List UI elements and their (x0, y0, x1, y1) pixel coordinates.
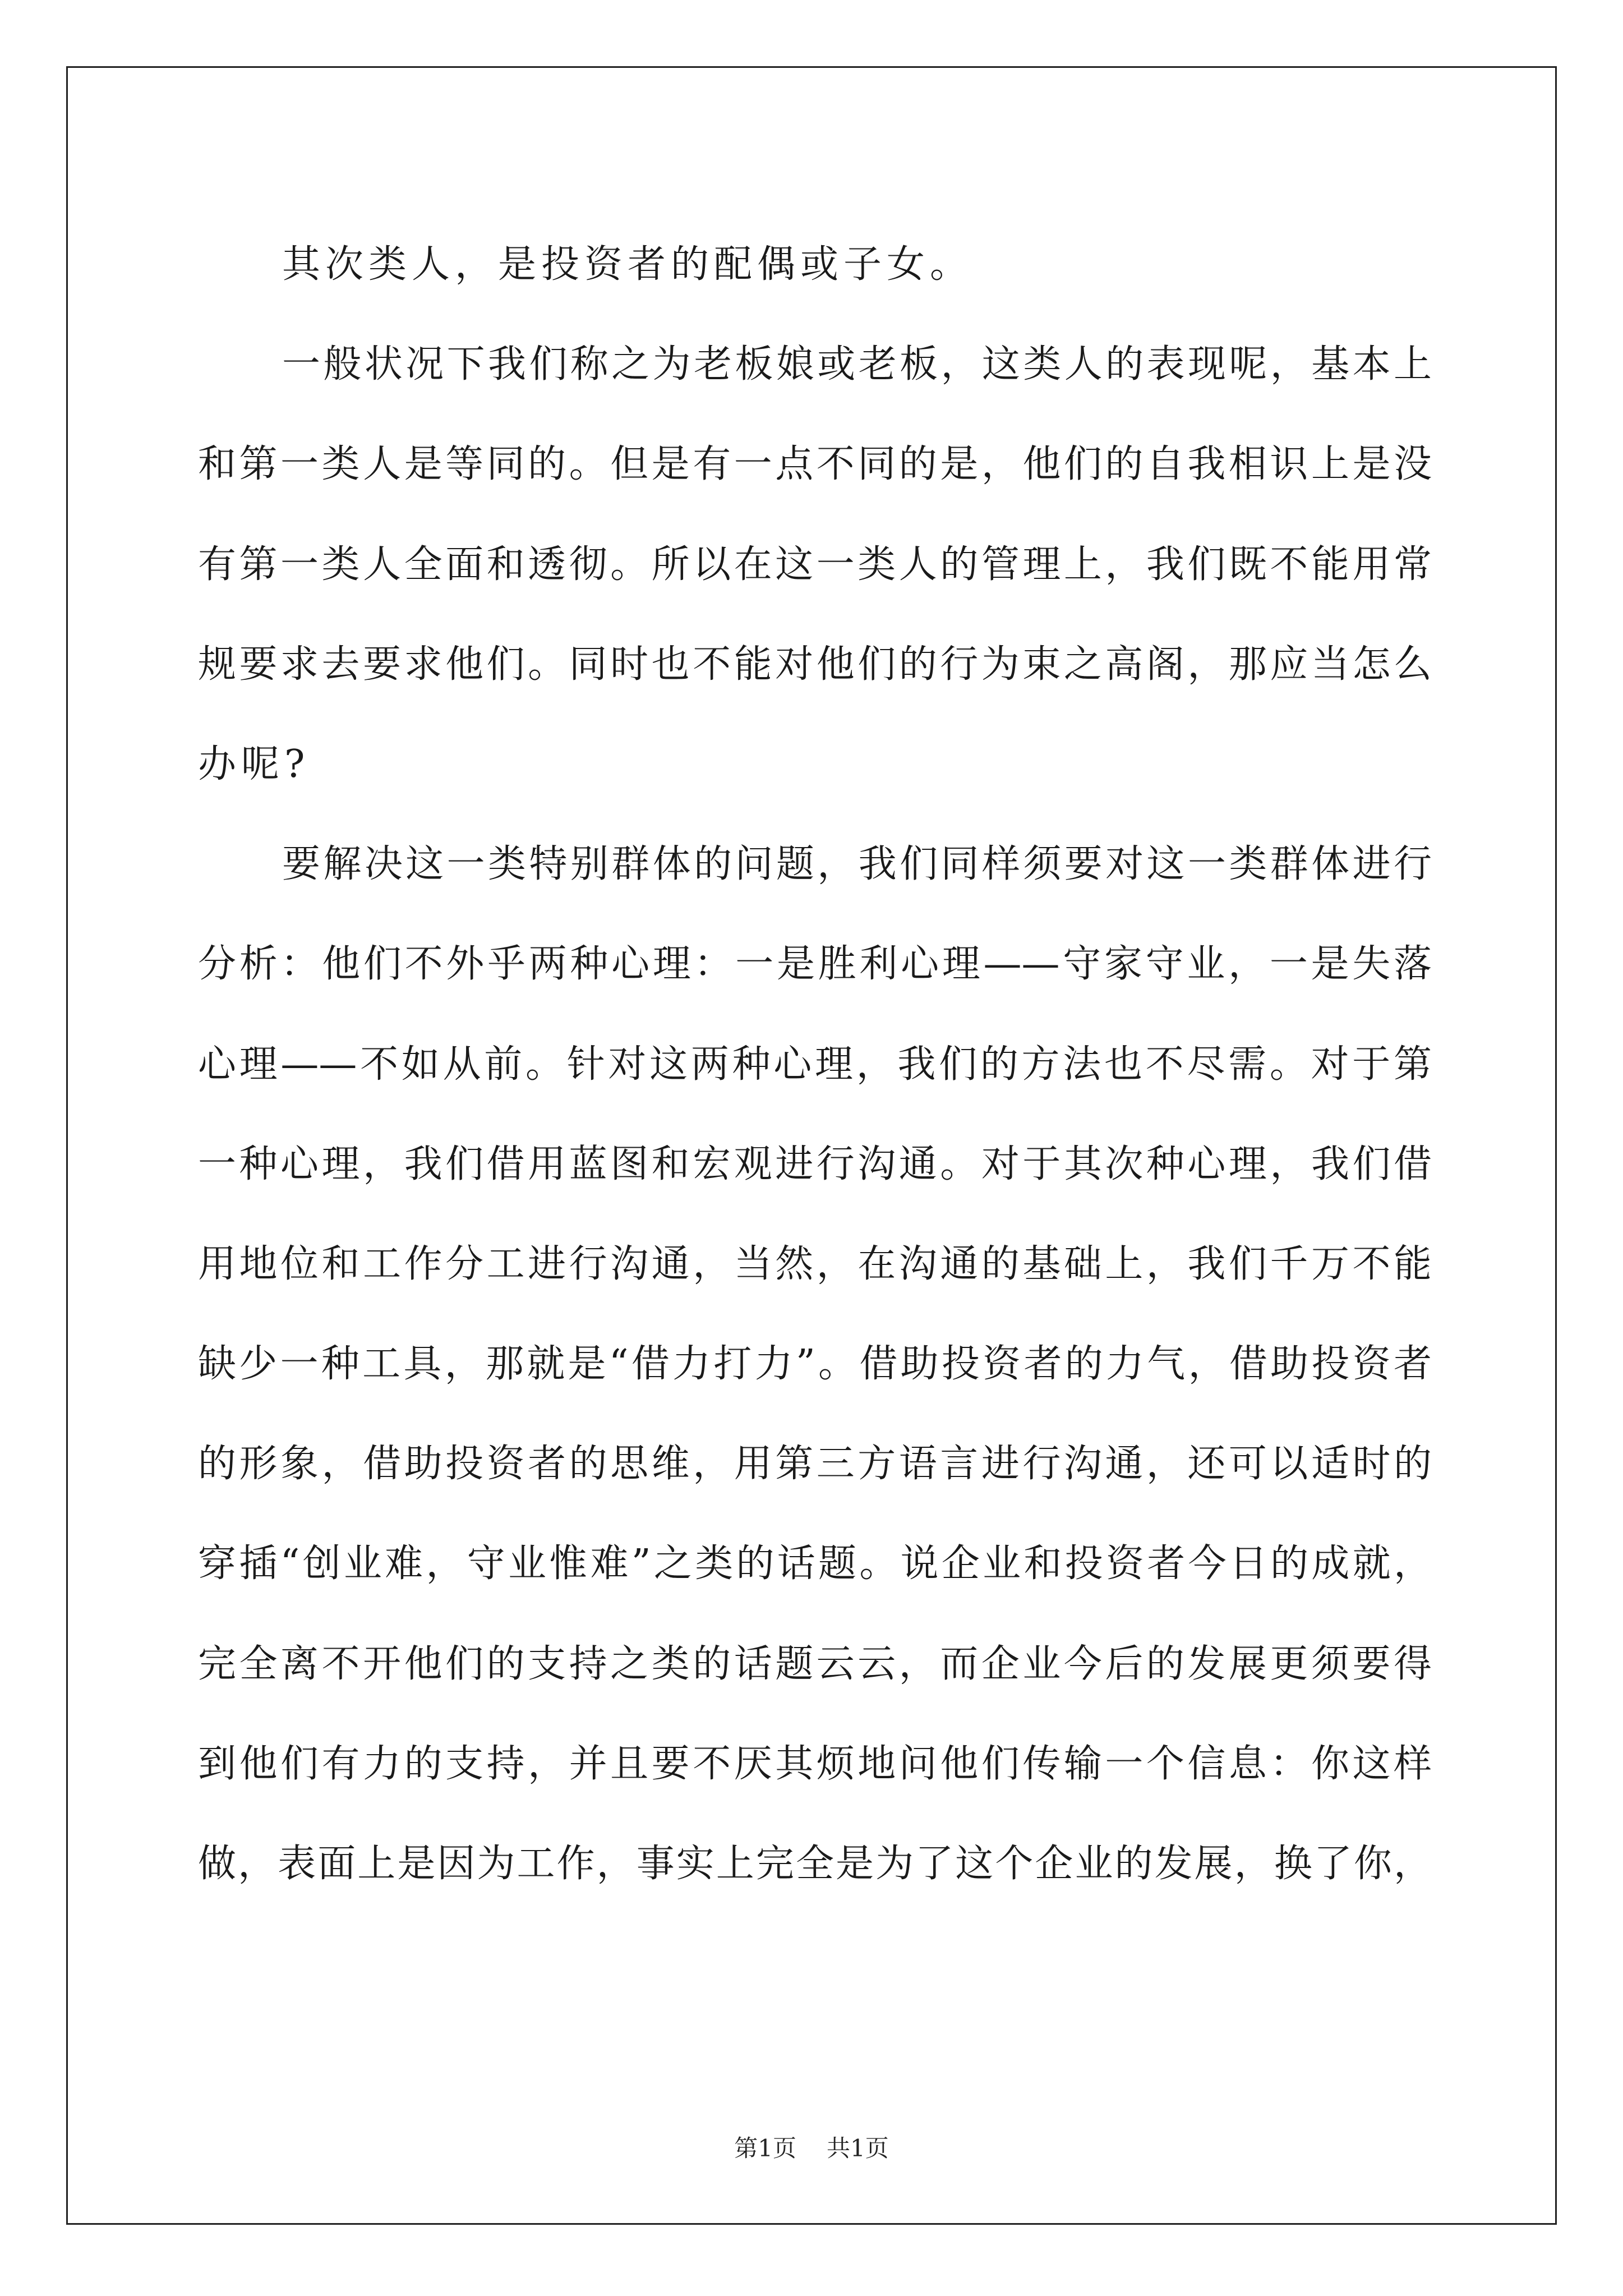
page-footer (0, 2132, 1623, 2165)
text-line: 缺少一种工具，那就是“借力打力”。借助投资者的力气，借助投资者 (198, 1342, 1432, 1387)
text-line: 到他们有力的支持，并且要不厌其烦地问他们传输一个信息：你这样 (198, 1741, 1432, 1786)
text-line: 穿插“创业难，守业惟难”之类的话题。说企业和投资者今日的成就， (198, 1542, 1432, 1586)
text-line: 一般状况下我们称之为老板娘或老板，这类人的表现呢，基本上 (282, 342, 1432, 387)
text-line: 一种心理，我们借用蓝图和宏观进行沟通。对于其次种心理，我们借 (198, 1142, 1432, 1186)
text-line: 和第一类人是等同的。但是有一点不同的是，他们的自我相识上是没 (198, 442, 1432, 487)
text-line: 办呢? (198, 742, 310, 786)
page-number: 第1页 (734, 2134, 796, 2162)
text-line: 心理——不如从前。针对这两种心理，我们的方法也不尽需。对于第 (198, 1042, 1432, 1087)
text-line: 分析：他们不外乎两种心理：一是胜利心理——守家守业，一是失落 (198, 942, 1432, 987)
text-line: 做，表面上是因为工作，事实上完全是为了这个企业的发展，换了你， (198, 1842, 1432, 1886)
document-body (198, 215, 1432, 1914)
text-line: 规要求去要求他们。同时也不能对他们的行为束之高阁，那应当怎么 (198, 642, 1432, 687)
text-line: 要解决这一类特别群体的问题，我们同样须要对这一类群体进行 (282, 842, 1432, 887)
text-line: 用地位和工作分工进行沟通，当然，在沟通的基础上，我们千万不能 (198, 1241, 1432, 1286)
page-total: 共1页 (827, 2134, 889, 2162)
text-line: 有第一类人全面和透彻。所以在这一类人的管理上，我们既不能用常 (198, 542, 1432, 587)
text-line: 其次类人，是投资者的配偶或子女。 (282, 242, 974, 287)
text-line: 完全离不开他们的支持之类的话题云云，而企业今后的发展更须要得 (198, 1641, 1432, 1686)
text-line: 的形象，借助投资者的思维，用第三方语言进行沟通，还可以适时的 (198, 1442, 1432, 1487)
